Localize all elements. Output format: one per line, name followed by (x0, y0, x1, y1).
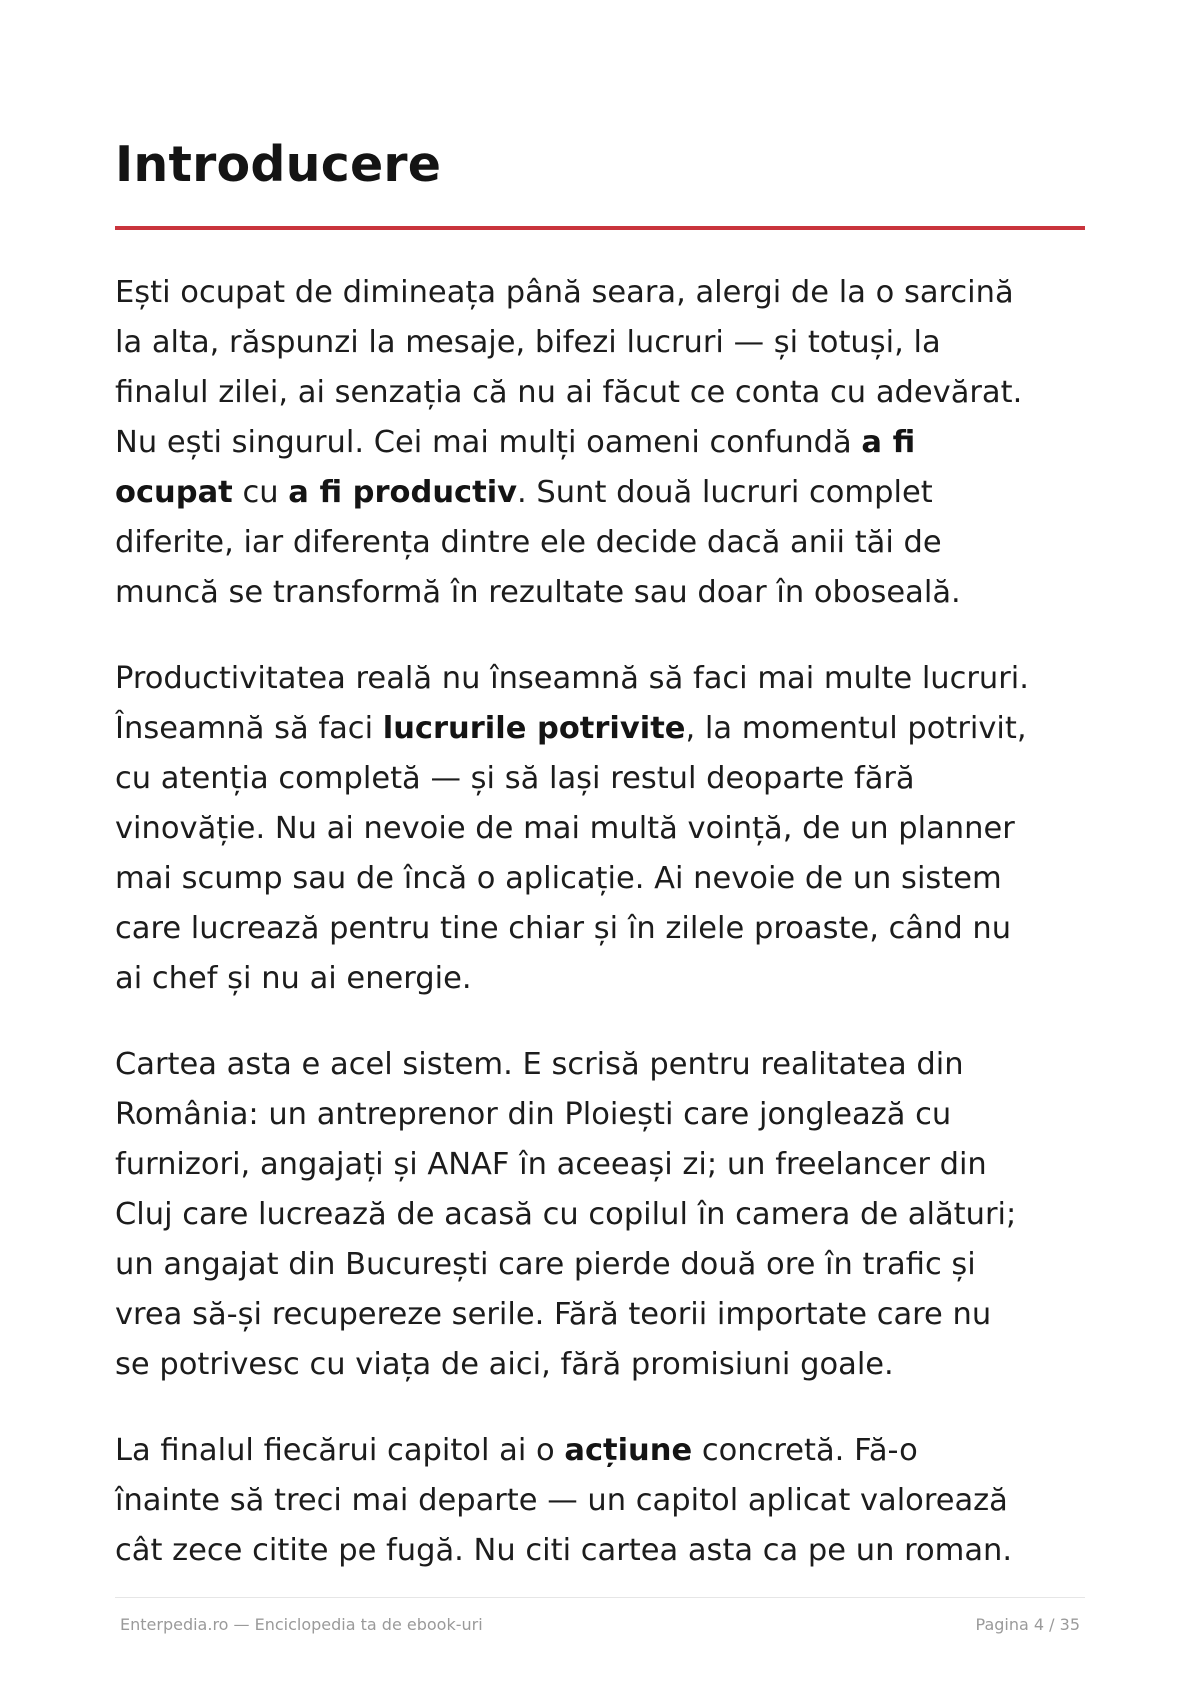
text-line: vrea să-și recupereze serile. Fără teorii importate care nu (115, 1297, 992, 1332)
text-line: Cluj care lucrează de acasă cu copilul în camera de alături; (115, 1197, 1017, 1232)
text-line: care lucrează pentru tine chiar și în zilele proaste, când nu (115, 911, 1012, 946)
text-line: ocupat cu a fi productiv. Sunt două lucruri complet (115, 475, 933, 510)
text-line: înainte să treci mai departe — un capitol aplicat valorează (115, 1483, 1008, 1518)
bold-phrase: ocupat (115, 475, 233, 510)
paragraph-1 (115, 268, 1095, 618)
page-number: Pagina 4 / 35 (975, 1615, 1080, 1634)
text-line: ai chef și nu ai energie. (115, 961, 472, 996)
text-line: furnizori, angajați și ANAF în aceeași zi; un freelancer din (115, 1147, 987, 1182)
text-line: un angajat din București care pierde două ore în trafic și (115, 1247, 976, 1282)
text-line: diferite, iar diferența dintre ele decide dacă anii tăi de (115, 525, 942, 560)
text-line: finalul zilei, ai senzația că nu ai făcut ce conta cu adevărat. (115, 375, 1023, 410)
text-line: Înseamnă să faci lucrurile potrivite, la momentul potrivit, (115, 711, 1027, 746)
body-text (115, 268, 1095, 1612)
text-line: Ești ocupat de dimineața până seara, alergi de la o sarcină (115, 275, 1014, 310)
bold-phrase: a fi (861, 425, 916, 460)
text-line: Nu ești singurul. Cei mai mulți oameni confundă a fi (115, 425, 916, 460)
bold-phrase: a fi productiv (288, 475, 518, 510)
text-line: vinovăție. Nu ai nevoie de mai multă voință, de un planner (115, 811, 1015, 846)
footer-divider (115, 1597, 1085, 1598)
paragraph-3 (115, 1040, 1095, 1390)
text-line: la alta, răspunzi la mesaje, bifezi lucruri — și totuși, la (115, 325, 941, 360)
text-line: Cartea asta e acel sistem. E scrisă pentru realitatea din (115, 1047, 964, 1082)
paragraph-4 (115, 1426, 1095, 1576)
text-line: cu atenția completă — și să lași restul deoparte fără (115, 761, 915, 796)
footer-site-name: Enterpedia.ro — Enciclopedia ta de ebook-uri (120, 1615, 483, 1634)
text-line: Productivitatea reală nu înseamnă să faci mai multe lucruri. (115, 661, 1029, 696)
text-line: se potrivesc cu viața de aici, fără promisiuni goale. (115, 1347, 894, 1382)
text-line: mai scump sau de încă o aplicație. Ai nevoie de un sistem (115, 861, 1002, 896)
text-line: muncă se transformă în rezultate sau doar în oboseală. (115, 575, 961, 610)
text-line: La finalul fiecărui capitol ai o acțiune concretă. Fă-o (115, 1433, 918, 1468)
text-line: cât zece citite pe fugă. Nu citi cartea asta ca pe un roman. (115, 1533, 1013, 1568)
bold-phrase: acțiune (564, 1433, 693, 1468)
title-underline (115, 226, 1085, 230)
page-title: Introducere (115, 136, 442, 193)
paragraph-2 (115, 654, 1095, 1004)
text-line: România: un antreprenor din Ploiești care jonglează cu (115, 1097, 952, 1132)
ebook-page (115, 0, 1085, 1683)
bold-phrase: lucrurile potrivite (382, 711, 686, 746)
